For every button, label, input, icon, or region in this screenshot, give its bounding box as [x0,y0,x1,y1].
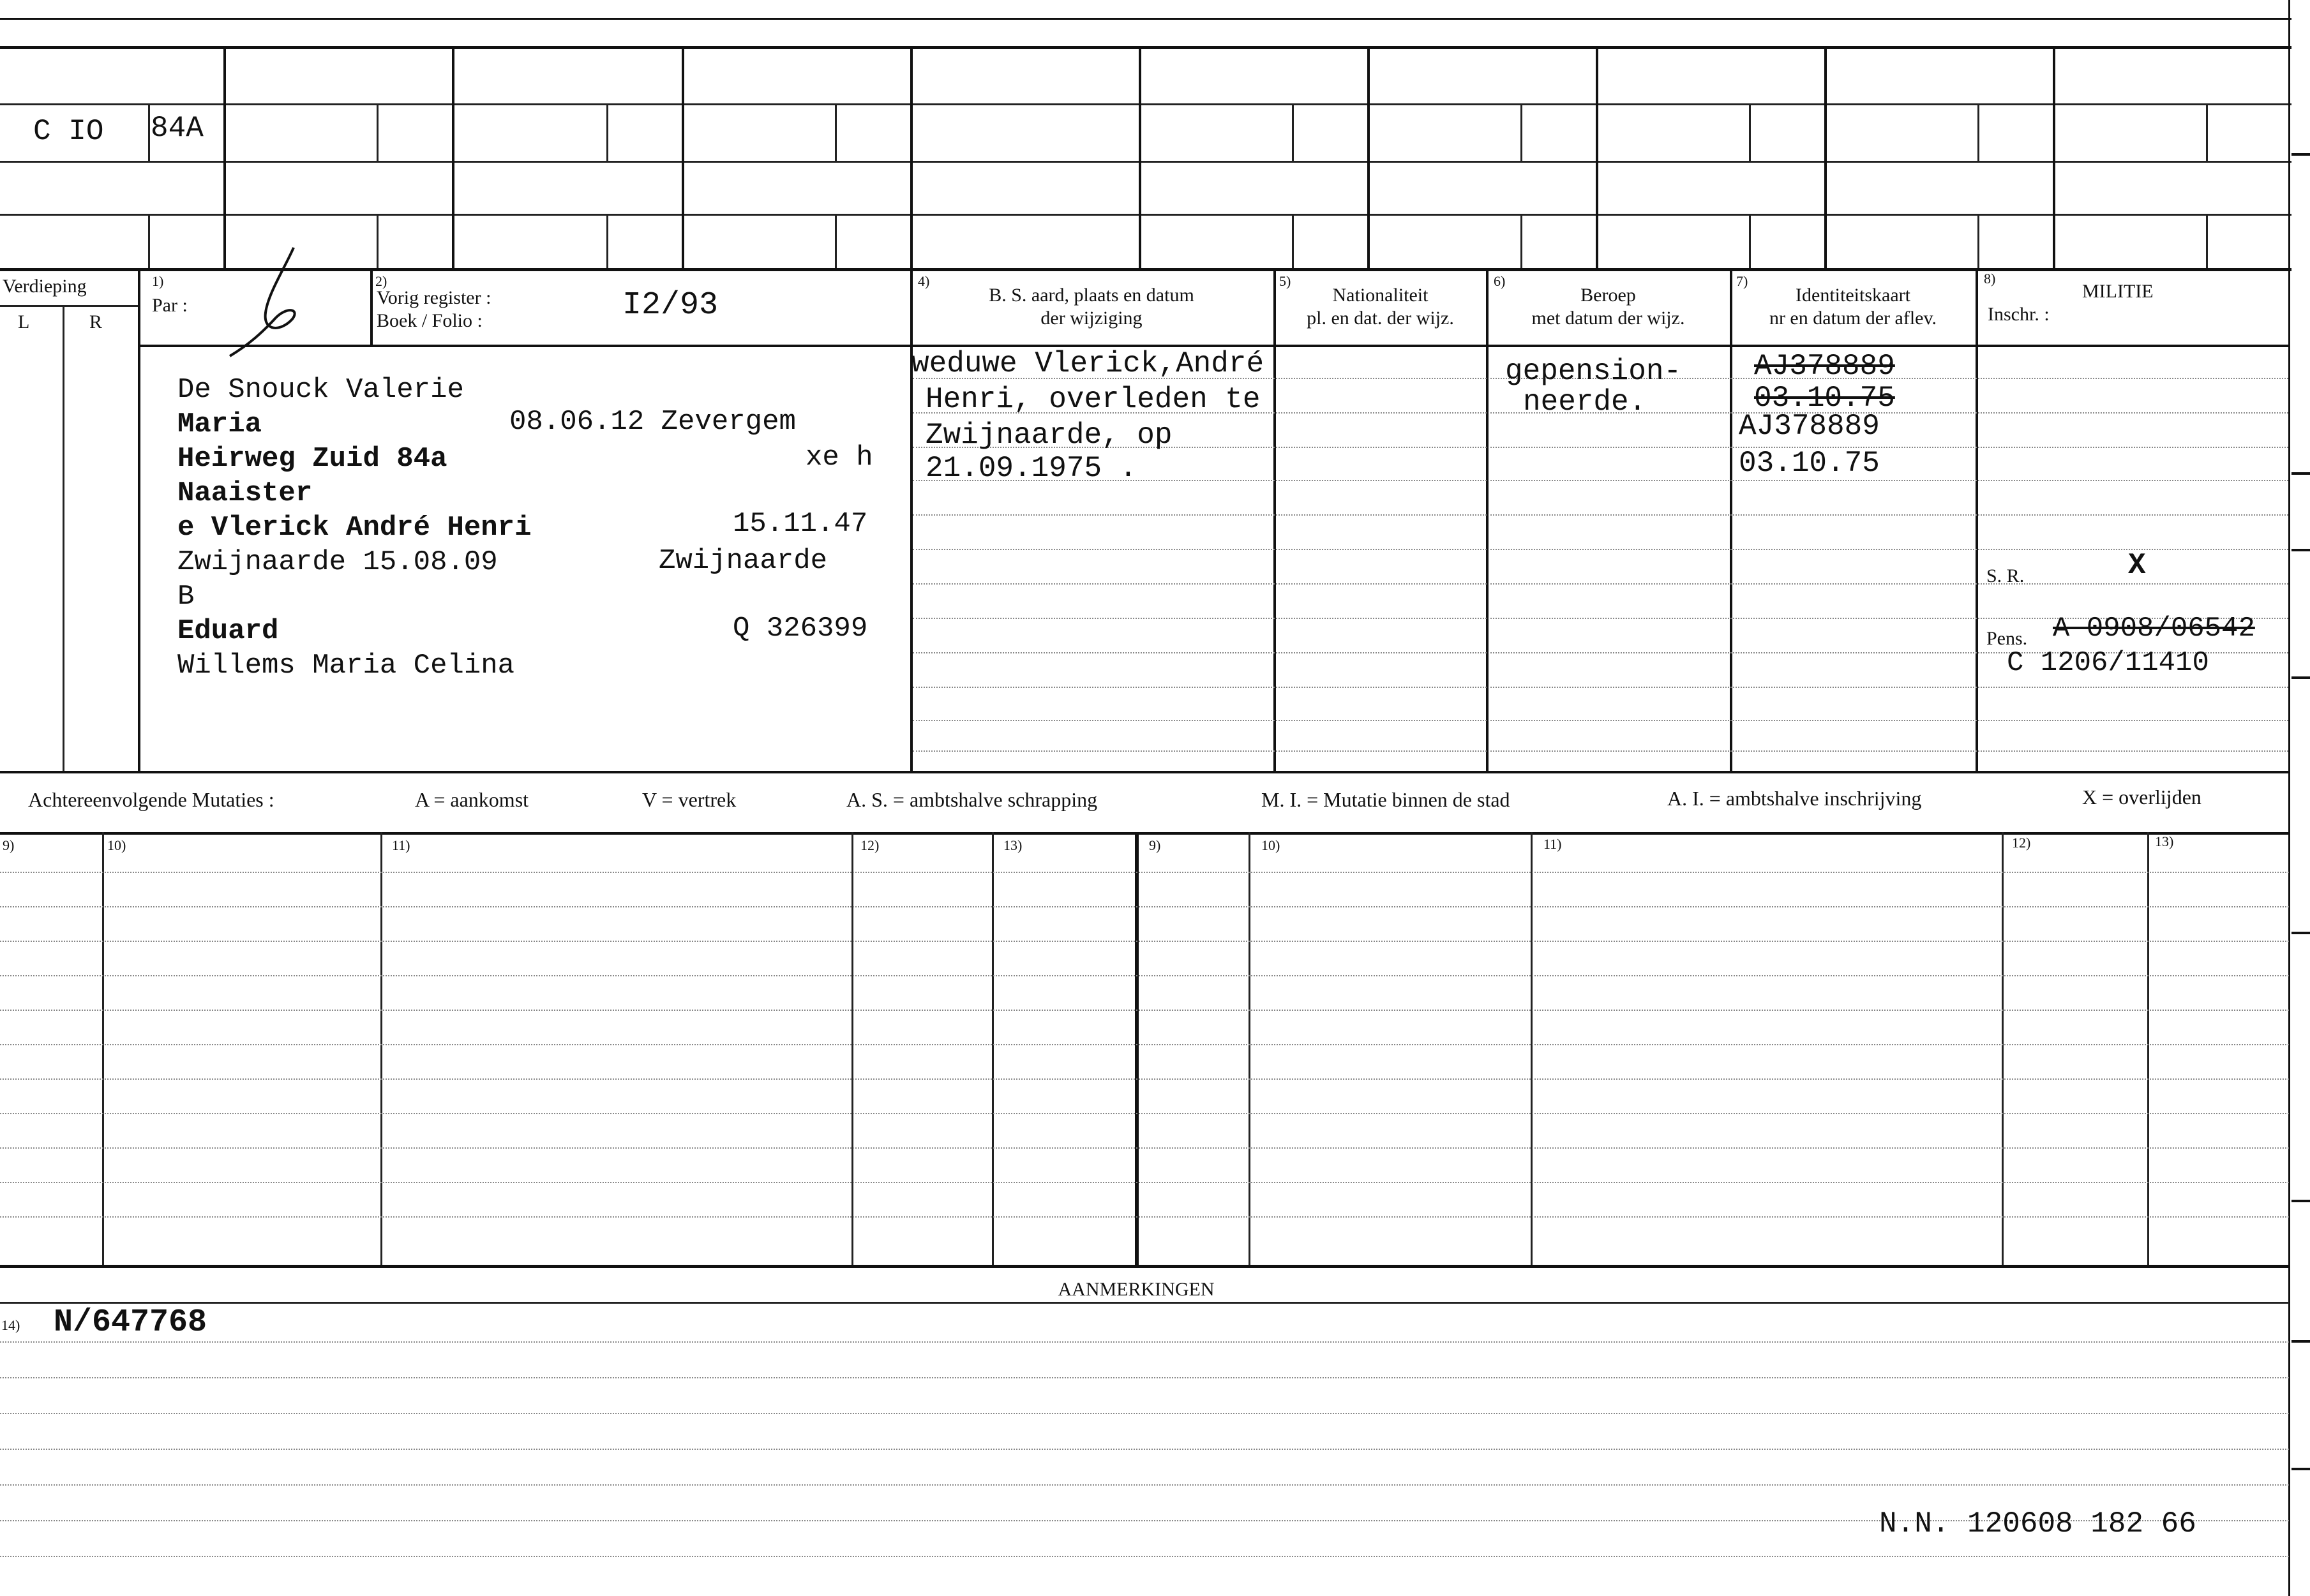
beroep-line: gepension- [1505,355,1682,388]
band-col-line [682,46,684,268]
mutation-line [0,1182,2289,1183]
remarks-number: N/647768 [54,1304,207,1341]
mutation-bottom-border [0,1265,2289,1268]
remarks-line [0,1377,2289,1378]
mut-col-line [1249,832,1250,1265]
previous-register-value: I2/93 [622,287,719,324]
remarks-line [0,1413,2289,1414]
band-tick [1749,103,1751,161]
band-tick [1749,214,1751,268]
entry-line [913,514,2288,516]
page-top-border [0,18,2291,20]
band-col-line [223,46,226,268]
edge-tick [2291,153,2310,156]
identiteitskaart-subheader: nr en datum der aflev. [1769,308,1937,329]
edge-tick [2291,676,2310,679]
mut-col-line [380,832,382,1265]
verdieping-label: Verdieping [3,276,87,297]
father-name: Eduard [177,615,279,647]
legend-item: A. S. = ambtshalve schrapping [846,788,1098,811]
band-tick [835,103,837,161]
militie-header: MILITIE [2082,281,2154,302]
edge-tick [2291,932,2310,934]
mutation-line [0,1010,2289,1011]
entry-line [913,720,2288,721]
mut-col-line [1531,832,1533,1265]
mutation-line [0,906,2289,907]
band-tick [1520,214,1522,268]
id-date: 03.10.75 [1739,447,1880,480]
marriage-date: 15.11.47 [733,508,868,540]
mutation-line [0,872,2289,873]
remarks-line [0,1341,2289,1343]
band-tick [148,214,150,268]
band-tick [1977,103,1979,161]
mut-col-number: 9) [3,837,15,853]
spouse-birthplace: Zwijnaarde [659,545,828,577]
beroep-header: Beroep [1580,285,1636,306]
entry-line [913,583,2288,585]
marker-b: B [177,581,195,613]
entry-line [913,549,2288,550]
mut-col-number: 13) [2155,833,2174,849]
mutation-line [0,975,2289,976]
col-number: 5) [1279,273,1291,289]
row-line [0,103,2291,105]
marker-text: xe h [806,442,873,474]
col-number: 6) [1494,273,1506,289]
col-number: 1) [152,273,164,289]
band-tick [2206,103,2208,161]
band-col-line [2053,46,2055,268]
mut-col-number: 12) [2012,835,2031,851]
mutation-line [0,1078,2289,1080]
band-col-line [1367,46,1370,268]
legend-title: Achtereenvolgende Mutaties : [28,788,274,811]
wijziging-line: Zwijnaarde, op [926,419,1173,452]
mut-col-number: 12) [860,837,880,853]
remarks-line [0,1556,2289,1557]
remarks-col-number: 14) [1,1317,20,1333]
identiteitskaart-header: Identiteitskaart [1796,285,1910,306]
right-edge-line [2288,0,2290,1596]
mut-col-line [992,832,994,1265]
remarks-header-border [0,1302,2289,1304]
col-number: 4) [918,273,930,289]
band-tick [377,214,379,268]
pension-number: C 1206/11410 [2007,647,2209,679]
legend-item: A. I. = ambtshalve inschrijving [1667,787,1922,810]
band-tick [377,103,379,161]
col-number: 7) [1736,273,1748,289]
top-band-border [0,46,2291,49]
signature-scribble [223,242,313,364]
mut-col-number: 11) [1543,836,1562,852]
wijziging-line: weduwe Vlerick,André [911,347,1264,380]
spouse: e Vlerick André Henri [177,512,532,544]
mut-col-line [102,832,104,1265]
nationaliteit-header: Nationaliteit [1332,285,1429,306]
birth-date-place: 08.06.12 Zevergem [509,406,796,438]
wijziging-line: 21.09.1975 . [926,452,1137,485]
bs-header-line2: der wijziging [1040,308,1143,329]
reference-number: Q 326399 [733,613,868,645]
wijziging-line: Henri, overleden te [926,383,1261,416]
mut-col-line [851,832,853,1265]
row-line [0,161,2291,163]
mutation-line [0,1113,2289,1114]
national-number: N.N. 120608 182 66 [1879,1507,2196,1540]
bs-header-line1: B. S. aard, plaats en datum [989,285,1194,306]
edge-tick [2291,549,2310,551]
right-label: R [89,311,103,332]
mutation-line [0,1044,2289,1045]
register-code: C IO [33,115,104,148]
band-tick [1292,214,1294,268]
remarks-title: AANMERKINGEN [1058,1279,1215,1300]
edge-tick [2291,1468,2310,1470]
col-line [370,268,373,345]
mut-col-number: 10) [107,837,126,853]
remarks-line [0,1449,2289,1450]
mut-col-line [1135,832,1139,1265]
entry-line [913,750,2288,752]
band-tick [1977,214,1979,268]
band-tick [2206,214,2208,268]
legend-item: M. I. = Mutatie binnen de stad [1261,788,1510,811]
legend-item: X = overlijden [2082,786,2201,809]
legend-item: A = aankomst [415,788,529,811]
mut-col-number: 11) [392,837,410,853]
legend-item: V = vertrek [642,788,737,811]
band-col-line [1596,46,1598,268]
register-number: 84A [151,112,204,145]
pension-number-old: A 0908/06542 [2053,613,2255,645]
edge-tick [2291,472,2310,475]
band-tick [1292,103,1294,161]
band-tick [835,214,837,268]
col-line [63,305,64,772]
inschr-label: Inschr. : [1988,304,2050,325]
band-tick [606,103,608,161]
band-tick [148,103,150,161]
col-line [1486,268,1489,772]
col-line [910,268,913,772]
col-line [1273,268,1276,772]
row-line [0,214,2291,216]
remarks-line [0,1484,2289,1486]
beroep-line: neerde. [1523,385,1647,419]
band-col-line [1139,46,1141,268]
col-line [1976,268,1978,772]
col-line [1730,268,1732,772]
beroep-subheader: met datum der wijz. [1531,308,1685,329]
person-given-name: Maria [177,408,262,440]
mut-col-line [2002,832,2004,1265]
nationaliteit-subheader: pl. en dat. der wijz. [1307,308,1454,329]
mutation-line [0,1216,2289,1218]
mut-col-number: 13) [1003,837,1023,853]
old-id-date: 03.10.75 [1754,382,1895,415]
old-id-number: AJ378889 [1754,350,1895,383]
left-label: L [18,311,30,332]
occupation: Naaister [177,477,313,509]
sr-label: S. R. [1986,565,2025,586]
mut-col-number: 10) [1261,837,1280,853]
legend-top-border [0,771,2289,773]
mother-name: Willems Maria Celina [177,650,515,682]
edge-tick [2291,1200,2310,1202]
boek-folio-label: Boek / Folio : [377,310,483,331]
address: Heirweg Zuid 84a [177,443,447,475]
col-line [138,268,140,772]
band-col-line [910,46,913,268]
band-tick [606,214,608,268]
id-number: AJ378889 [1739,410,1880,443]
edge-tick [2291,1340,2310,1343]
mut-col-number: 9) [1149,837,1161,853]
mutation-header-border [0,832,2289,835]
mut-col-line [2147,832,2149,1265]
mutation-line [0,1147,2289,1149]
col-number: 8) [1984,271,1996,287]
band-col-line [452,46,454,268]
lr-divider [0,305,138,307]
sr-value: X [2128,549,2146,582]
person-surname-line: De Snouck Valerie [177,374,464,406]
vorig-register-label: Vorig register : [377,287,491,308]
col-number: 2) [375,273,387,289]
band-tick [1520,103,1522,161]
par-label: Par : [152,295,188,316]
entry-line [913,687,2288,688]
band-col-line [1824,46,1827,268]
pens-label: Pens. [1986,628,2028,649]
header-top-border [0,268,2291,271]
spouse-birth: Zwijnaarde 15.08.09 [177,546,498,578]
mutation-line [0,941,2289,942]
